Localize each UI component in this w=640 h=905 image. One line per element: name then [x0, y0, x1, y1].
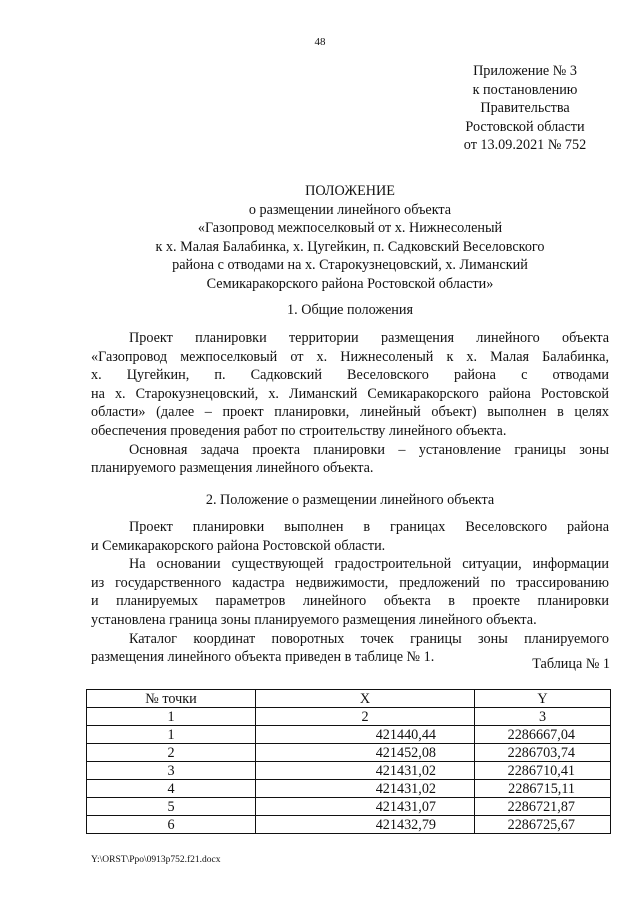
table-cell: 2286710,41: [475, 762, 611, 780]
title-line: к х. Малая Балабинка, х. Цугейкин, п. Садковский Веселовского: [155, 238, 545, 255]
table-cell: 3: [87, 762, 256, 780]
table-cell: 3: [475, 708, 611, 726]
table-header-row: [87, 690, 611, 708]
appendix-block: [440, 62, 610, 155]
text-line: Проект планировки территории размещения линейного объекта: [129, 330, 609, 346]
section-1-paragraph-2: [91, 441, 609, 478]
table-cell: 1: [87, 726, 256, 744]
text-line: установлена граница зоны планируемого размещения линейного объекта.: [91, 611, 537, 628]
text-line: планируемого размещения линейного объекта.: [91, 460, 374, 477]
section-1-heading: 1. Общие положения: [287, 302, 413, 318]
table-cell: 1: [87, 708, 256, 726]
section-2-paragraph-2: [91, 555, 609, 629]
text-line: «Газопровод межпоселковый от х. Нижнесоленый к х. Малая Балабинка,: [91, 348, 609, 365]
file-path-footer: Y:\ORST\Ppo\0913p752.f21.docx: [91, 855, 221, 865]
text-line: и Семикаракорского района Ростовской области.: [91, 537, 386, 554]
column-header-x: X: [256, 690, 475, 708]
table-cell: 2286703,74: [475, 744, 611, 762]
table-cell: 2286721,87: [475, 798, 611, 816]
table-cell: 421431,02: [256, 762, 475, 780]
text-line: Проект планировки выполнен в границах Веселовского района: [129, 519, 609, 535]
table-caption: Таблица № 1: [532, 656, 610, 672]
section-1-paragraph-1: [91, 329, 609, 441]
table-cell: 2286725,67: [475, 816, 611, 834]
text-line: из государственного кадастра недвижимости, предложений по трассированию: [91, 574, 609, 591]
appendix-line: Приложение № 3: [473, 63, 577, 79]
table-row: [87, 744, 611, 762]
text-line: Каталог координат поворотных точек границы зоны планируемого: [129, 630, 609, 647]
appendix-line: Ростовской области: [465, 118, 585, 135]
table-row: [87, 762, 611, 780]
title-line: о размещении линейного объекта: [248, 201, 452, 218]
appendix-line: Правительства: [480, 100, 570, 117]
text-line: размещения линейного объекта приведен в таблице № 1.: [91, 649, 435, 666]
coordinates-table: [86, 689, 611, 834]
table-row: [87, 726, 611, 744]
appendix-line: к постановлению: [472, 81, 578, 98]
table-cell: 5: [87, 798, 256, 816]
section-2-paragraph-1: [91, 518, 609, 555]
column-header-point: № точки: [87, 690, 256, 708]
table-cell: 421452,08: [256, 744, 475, 762]
table-cell: 421440,44: [256, 726, 475, 744]
text-line: х. Цугейкин, п. Садковский Веселовского района с отводами: [91, 367, 609, 384]
title-line: района с отводами на х. Старокузнецовский, х. Лиманский: [172, 257, 528, 274]
title-line: Семикаракорского района Ростовской области»: [206, 275, 494, 292]
appendix-line: от 13.09.2021 № 752: [463, 137, 587, 154]
text-line: области» (далее – проект планировки, линейный объект) выполнен в целях: [91, 404, 609, 421]
table-cell: 4: [87, 780, 256, 798]
text-line: Основная задача проекта планировки – установление границы зоны: [129, 441, 609, 458]
table-cell: 6: [87, 816, 256, 834]
table-cell: 421432,79: [256, 816, 475, 834]
text-line: и планируемых параметров линейного объекта в проекте планировки: [91, 593, 609, 610]
text-line: обеспечения проведения работ по строительству линейного объекта.: [91, 422, 507, 439]
table-cell: 2286715,11: [475, 780, 611, 798]
section-2-heading: 2. Положение о размещении линейного объекта: [205, 492, 495, 508]
title-line: «Газопровод межпоселковый от х. Нижнесоленый: [197, 220, 503, 237]
table-row: [87, 816, 611, 834]
page-number: 48: [314, 36, 326, 48]
text-line: на х. Старокузнецовский, х. Лиманский Семикаракорского района Ростовской: [91, 385, 609, 402]
table-cell: 421431,02: [256, 780, 475, 798]
column-index-row: [87, 708, 611, 726]
column-header-y: Y: [475, 690, 611, 708]
table-cell: 2: [87, 744, 256, 762]
text-line: На основании существующей градостроительной ситуации, информации: [129, 556, 609, 573]
table-cell: 2: [256, 708, 475, 726]
table-cell: 421431,07: [256, 798, 475, 816]
table-row: [87, 780, 611, 798]
document-title: [60, 182, 640, 294]
title-line: ПОЛОЖЕНИЕ: [305, 183, 395, 199]
table-row: [87, 798, 611, 816]
table-cell: 2286667,04: [475, 726, 611, 744]
